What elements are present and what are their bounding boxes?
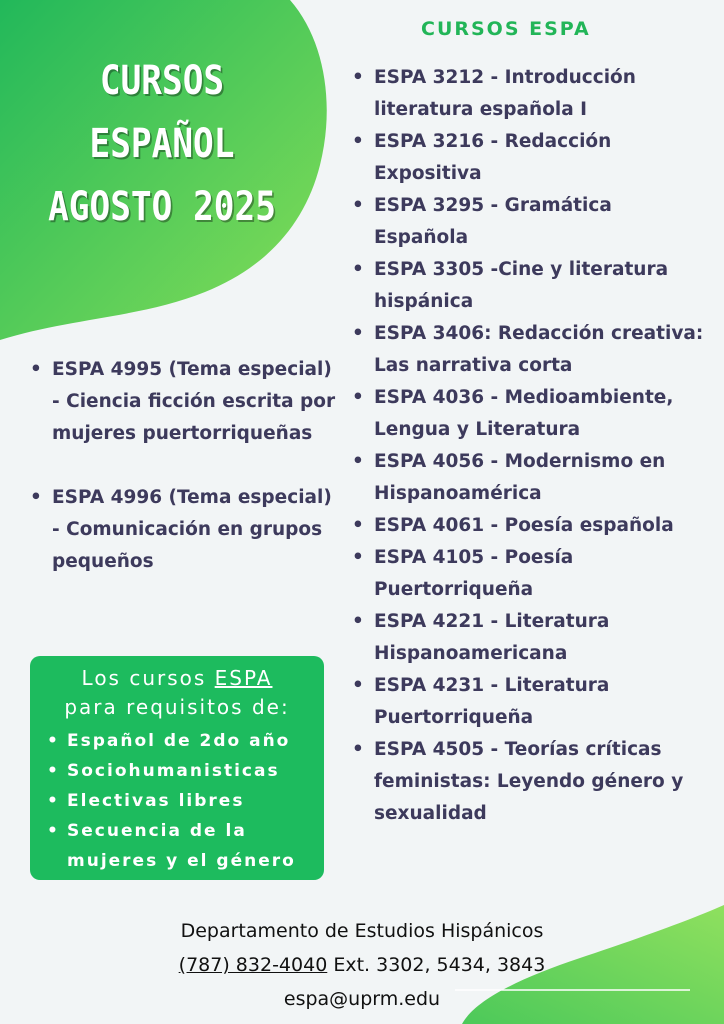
course-item: • ESPA 4061 - Poesía española — [350, 510, 710, 542]
title-line-1: CURSOS — [99, 58, 225, 104]
course-item: • ESPA 3212 - Introducción literatura española I — [350, 62, 710, 126]
course-item: • ESPA 4505 - Teorías críticas feministas: Leyendo género y sexualidad — [350, 734, 710, 830]
title-line-2: ESPAÑOL — [89, 121, 235, 167]
course-item: • ESPA 4105 - Poesía Puertorriqueña — [350, 542, 710, 606]
phone-link[interactable]: (787) 832-4040 — [178, 954, 328, 976]
page-title — [33, 50, 291, 239]
department-name: Departamento de Estudios Hispánicos — [180, 920, 544, 942]
contact-footer — [0, 914, 724, 1016]
course-item: • ESPA 4231 - Literatura Puertorriqueña — [350, 670, 710, 734]
phone-line — [0, 948, 724, 982]
requirement-item: • Sociohumanisticas — [45, 756, 324, 786]
special-topic-item: • ESPA 4995 (Tema especial) - Ciencia ficción escrita por mujeres puertorriqueñas — [28, 354, 338, 450]
course-list — [350, 62, 710, 830]
title-line-3: AGOSTO 2025 — [48, 184, 276, 230]
course-item: • ESPA 3406: Redacción creativa: Las narrativa corta — [350, 318, 710, 382]
course-item: • ESPA 4036 - Medioambiente, Lengua y Literatura — [350, 382, 710, 446]
espa-link[interactable]: ESPA — [214, 666, 273, 690]
requirement-item: • Español de 2do año — [45, 726, 324, 756]
requirements-title-post: para requisitos de: — [64, 695, 290, 719]
requirements-title-pre: Los cursos — [81, 666, 207, 690]
special-topics-list — [28, 354, 338, 578]
course-item: • ESPA 4221 - Literatura Hispanoamericana — [350, 606, 710, 670]
requirement-item: • Secuencia de la mujeres y el género — [45, 816, 324, 876]
phone-extensions: Ext. 3302, 5434, 3843 — [333, 954, 546, 976]
courses-heading: CURSOS ESPA — [421, 18, 591, 40]
requirements-title — [30, 664, 324, 722]
special-topic-item: • ESPA 4996 (Tema especial) - Comunicación en grupos pequeños — [28, 482, 338, 578]
requirement-item: • Electivas libres — [45, 786, 324, 816]
requirements-list — [45, 726, 324, 876]
email-link[interactable]: espa@uprm.edu — [283, 988, 441, 1010]
course-item: • ESPA 3305 -Cine y literatura hispánica — [350, 254, 710, 318]
course-item: • ESPA 4056 - Modernismo en Hispanoamérica — [350, 446, 710, 510]
requirements-box — [30, 656, 324, 880]
course-item: • ESPA 3295 - Gramática Española — [350, 190, 710, 254]
course-item: • ESPA 3216 - Redacción Expositiva — [350, 126, 710, 190]
